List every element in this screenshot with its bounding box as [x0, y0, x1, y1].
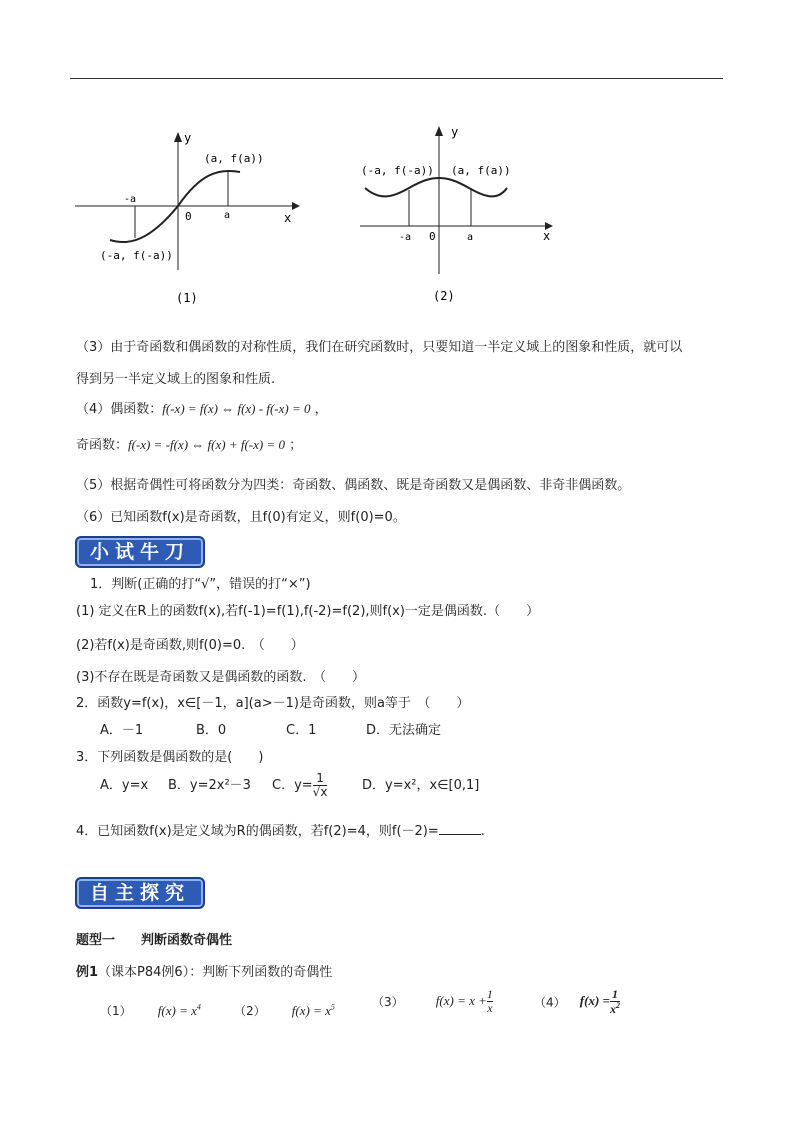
answer-blank[interactable] [439, 822, 481, 835]
function-3 [372, 988, 493, 1015]
y-axis-arrow [174, 132, 182, 142]
note-4 [76, 398, 328, 417]
tick-neg-a: -a [399, 232, 412, 243]
q4-text: 4．已知函数f(x)是定义域为R的偶函数，若f(2)=4，则f(－2)= [76, 824, 439, 839]
q3-option-c [272, 772, 362, 799]
x-label: x [284, 211, 292, 225]
y-label: y [184, 131, 192, 145]
figure-caption: (2) [433, 289, 455, 303]
q3-option-c-fraction [313, 772, 328, 799]
even-formula: f(-x) = f(x) ⇔ f(x) - f(-x) = 0 [162, 401, 311, 416]
function-2 [234, 1002, 335, 1019]
q3-option-b: B．y=2x²－3 [168, 778, 251, 794]
q2-option-d: D．无法确定 [366, 723, 442, 738]
q4 [76, 820, 485, 839]
odd-definition [76, 434, 302, 453]
example-label: 例1 [76, 965, 99, 980]
exponent: 4 [196, 1002, 201, 1012]
function-expression: f(x) = x + $\frac{1}{x}$ [435, 987, 493, 1016]
q1-item-1: (1) 定义在R上的函数f(x),若f(-1)=f(1),f(-2)=f(2),则f(x)一定是偶函数.（ ） [76, 604, 540, 619]
tick-pos-a: a [467, 232, 474, 243]
q3-option-d: D．y=x²，x∈[0,1] [362, 778, 480, 794]
point-pos-label: (a, f(a)) [451, 164, 511, 177]
explore-badge: 自主探究 [75, 877, 205, 909]
item-number: （1） [100, 1004, 132, 1018]
point-neg-label: (-a, f(-a)) [361, 164, 434, 177]
item-number: （4） [534, 995, 566, 1010]
q2-text: 2．函数y=f(x)，x∈[－1，a](a>－1)是奇函数，则a等于 （ ） [76, 696, 470, 711]
note-3-line-2: 得到另一半定义域上的图象和性质. [76, 372, 276, 387]
q3-text: 3．下列函数是偶函数的是( ) [76, 750, 264, 765]
note-5: （5）根据奇偶性可将函数分为四类：奇函数、偶函数、既是奇函数又是偶函数、非奇非偶函数。 [76, 478, 631, 493]
q1-item-2: (2)若f(x)是奇函数,则f(0)=0. （ ） [76, 638, 304, 653]
q1-item-3: (3)不存在既是奇函数又是偶函数的函数. （ ） [76, 670, 366, 685]
function-1 [100, 1002, 201, 1019]
q2-option-a: A．－1 [100, 723, 144, 738]
odd-suffix: ； [284, 438, 303, 453]
y-axis-arrow [435, 126, 443, 136]
odd-prefix: 奇函数： [76, 438, 129, 453]
q3-option-c-prefix: C．y= [272, 778, 313, 794]
q3-option-a: A．y=x [100, 778, 149, 794]
x-label: x [543, 229, 551, 243]
note-4-prefix: （4）偶函数： [76, 402, 163, 417]
q2-option-c: C．1 [286, 723, 317, 738]
q2-option-b: B．0 [196, 723, 227, 738]
fraction-denominator: √x [312, 785, 328, 800]
y-label: y [451, 125, 459, 139]
x-axis-arrow [292, 202, 300, 210]
exponent: 5 [330, 1002, 335, 1012]
fraction: $\frac{1}{x^2}$ [609, 987, 620, 1017]
item-number: （3） [372, 995, 404, 1010]
practice-badge: 小试牛刀 [75, 536, 205, 568]
function-expression: f(x) = $\frac{1}{x^2}$ [579, 987, 620, 1017]
item-number: （2） [234, 1004, 266, 1018]
figure-even-function [355, 122, 565, 308]
fraction: $\frac{1}{x}$ [486, 987, 493, 1016]
q3-options [100, 772, 479, 799]
origin-label: 0 [429, 230, 436, 243]
example-1 [76, 961, 332, 980]
even-curve [365, 178, 507, 196]
example-text: （课本P84例6）：判断下列函数的奇偶性 [98, 965, 333, 980]
function-expression: $f(x) = x^5$ [291, 1002, 335, 1018]
odd-formula: f(-x) = -f(x) ⇔ f(x) + f(-x) = 0 [128, 437, 285, 452]
figure-caption: (1) [176, 291, 198, 305]
origin-label: 0 [185, 210, 192, 223]
function-expression: $f(x) = x^4$ [157, 1002, 201, 1018]
function-4 [534, 988, 620, 1016]
tick-pos-a: a [224, 210, 231, 221]
tick-neg-a: -a [124, 194, 137, 205]
figure-odd-function [70, 128, 310, 308]
q1-title: 1．判断(正确的打“√”，错误的打“×”) [90, 577, 311, 592]
fraction-numerator: 1 [316, 771, 324, 785]
topic-heading: 题型一 判断函数奇偶性 [76, 933, 233, 948]
note-3-line-1: （3）由于奇函数和偶函数的对称性质，我们在研究函数时，只要知道一半定义域上的图象和性质，就可以 [76, 340, 683, 355]
header-rule [70, 78, 723, 79]
note-6: （6）已知函数f(x)是奇函数，且f(0)有定义，则f(0)=0。 [76, 510, 406, 525]
note-4-suffix: ， [310, 402, 328, 417]
q2-options [100, 719, 441, 738]
point-neg-label: (-a, f(-a)) [100, 249, 173, 262]
q4-end: . [480, 824, 485, 839]
point-pos-label: (a, f(a)) [204, 152, 264, 165]
